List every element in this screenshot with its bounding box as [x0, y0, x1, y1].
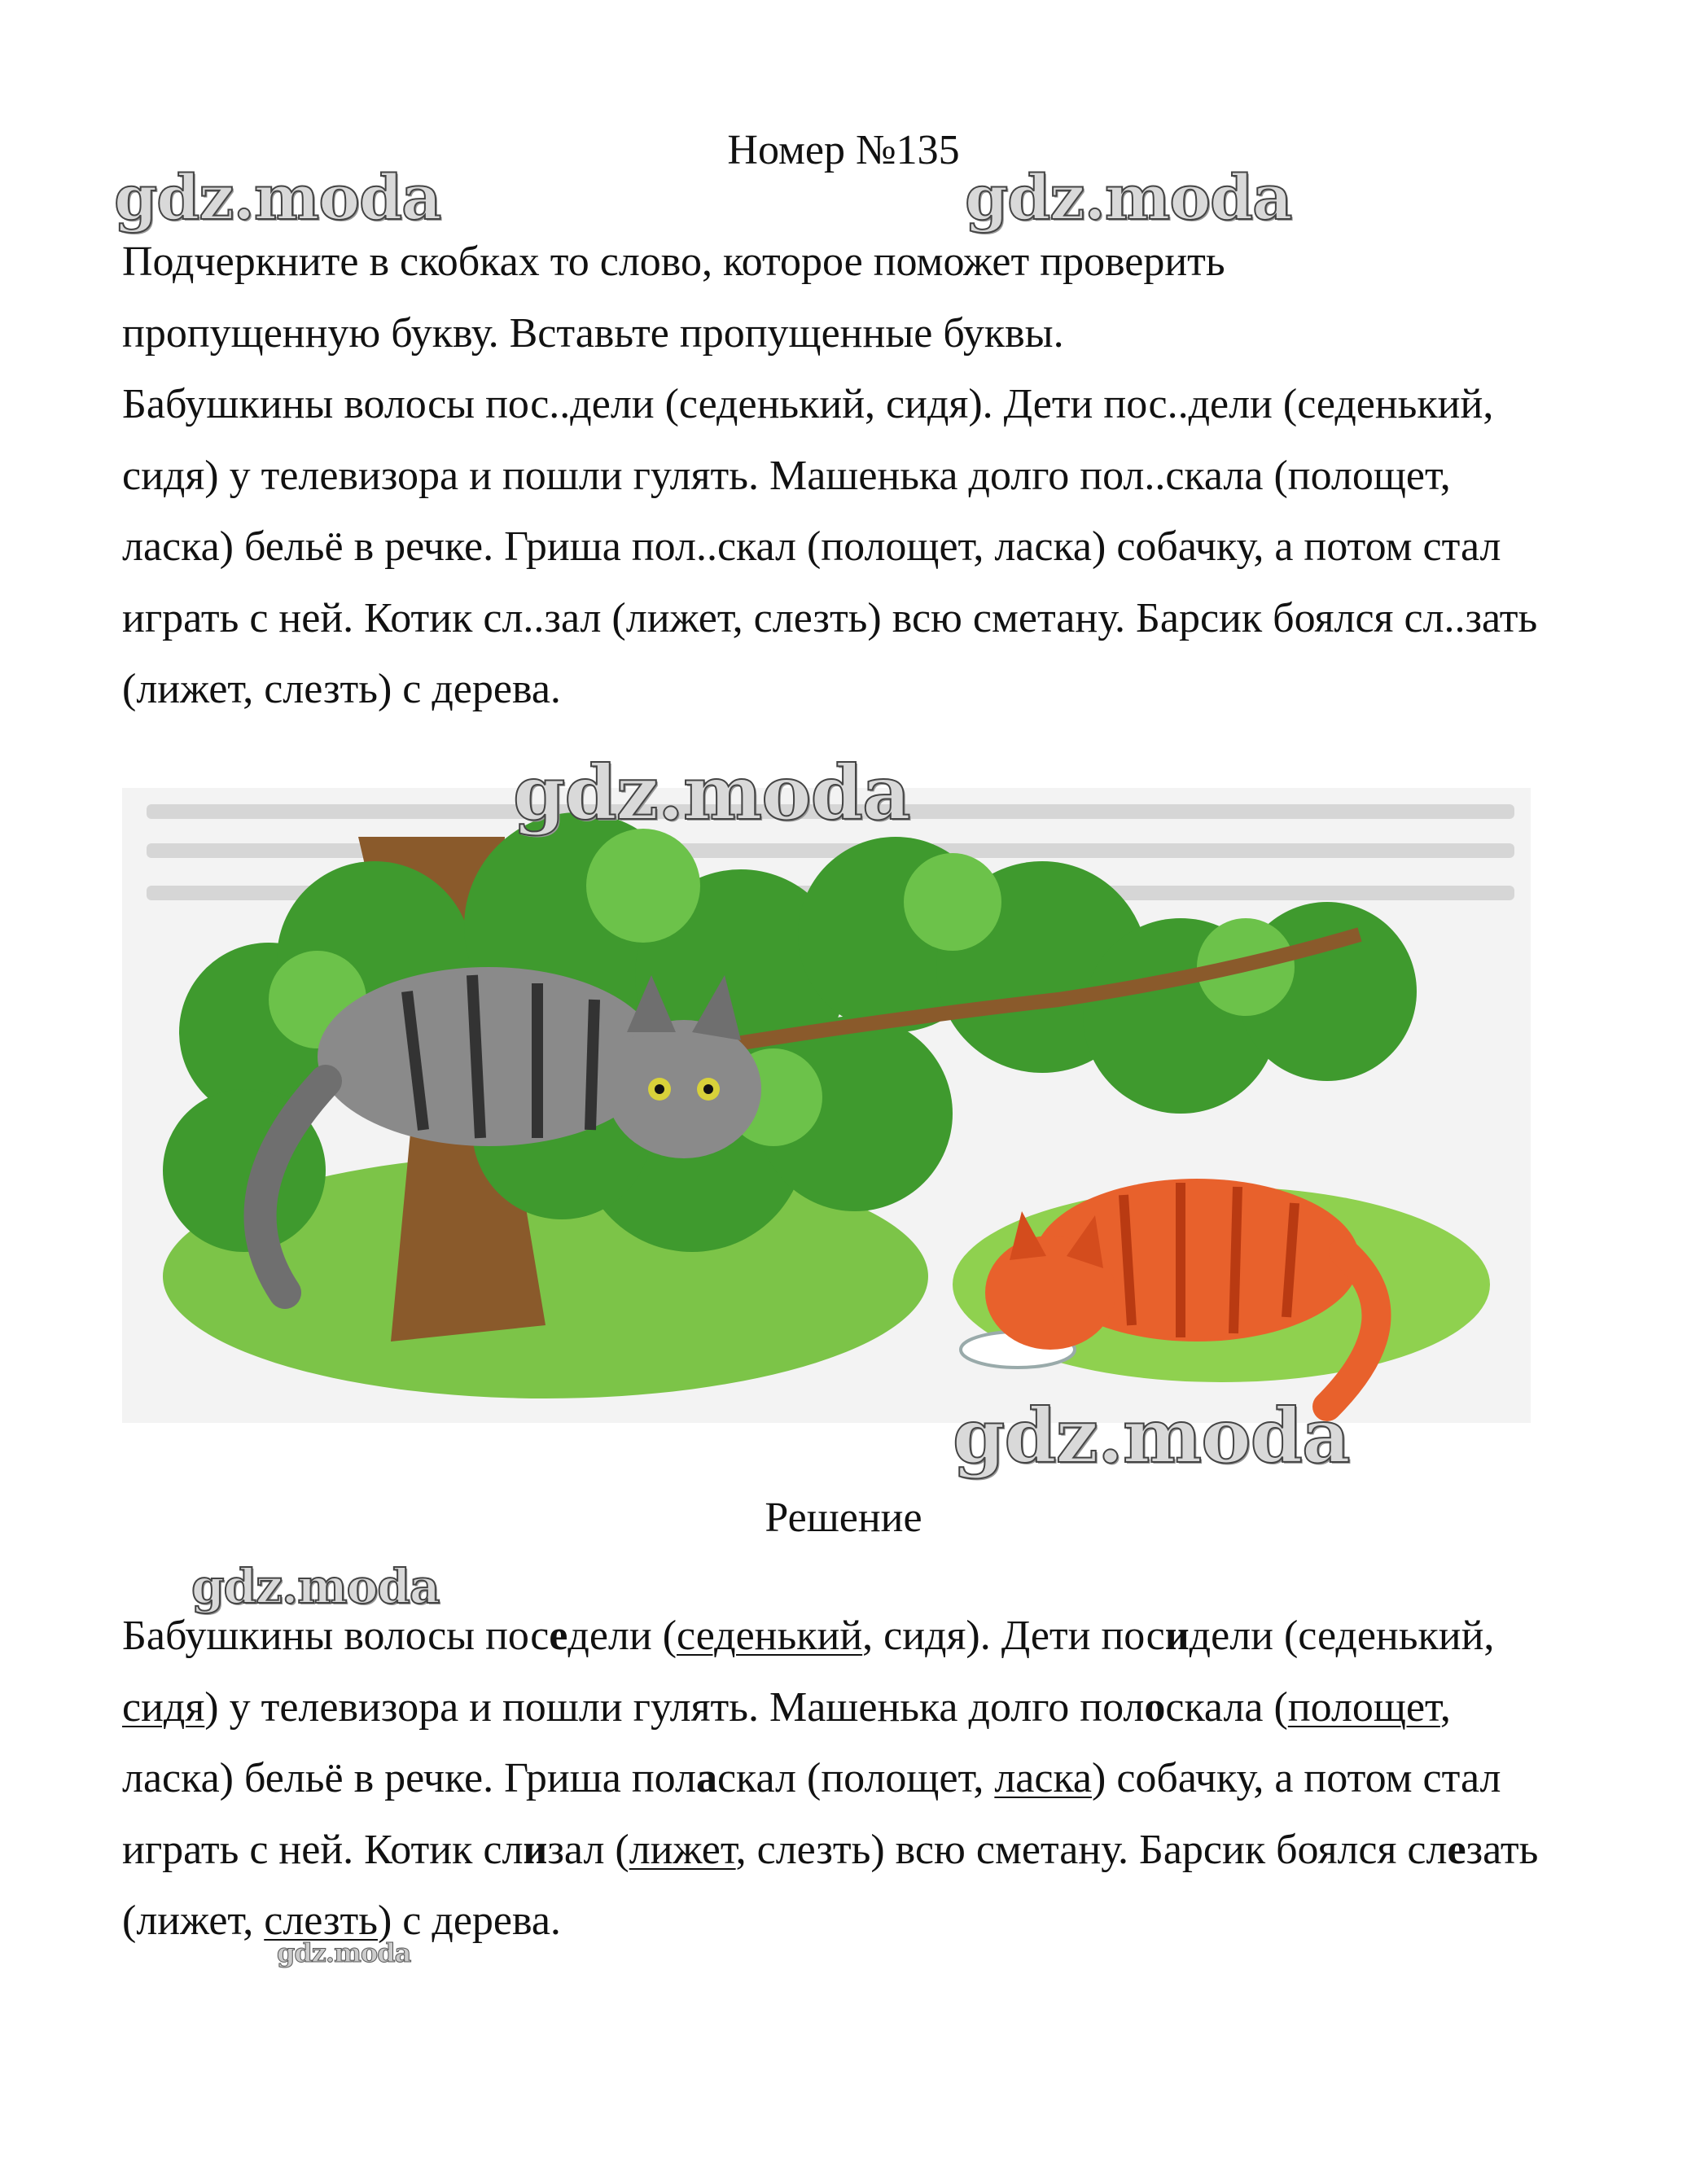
check-word: полощет [1287, 1683, 1440, 1731]
inserted-letter: а [695, 1755, 717, 1801]
watermark-logo: gdz.moda [114, 161, 441, 234]
solution-fragment: ) с дерева. [377, 1897, 561, 1944]
watermark-logo: gdz.moda [277, 1937, 411, 1968]
solution-fragment: скал (полощет, [716, 1755, 995, 1801]
solution-fragment: ) собачку, а потом стал играть с ней. Котик сл [122, 1755, 1501, 1873]
check-word: лижет [629, 1826, 736, 1873]
solution-fragment: скала ( [1165, 1683, 1288, 1731]
solution-fragment: , ласка) бельё в речке. Гриша пол [122, 1683, 1451, 1801]
check-word: седенький [677, 1613, 863, 1659]
watermark-logo: gdz.moda [965, 161, 1292, 234]
solution-heading: Решение [765, 1495, 922, 1541]
task-line-2: пропущенную букву. Вставьте пропущенные буквы. [122, 309, 1064, 357]
page-title: Номер №135 [727, 127, 960, 173]
cats-illustration [122, 788, 1531, 1423]
solution-fragment: , сидя). Дети пос [862, 1613, 1165, 1659]
watermark-logo: gdz.moda [953, 1392, 1350, 1480]
solution-fragment: , слезть) всю сметану. Барсик боялся сл [735, 1826, 1448, 1873]
watermark-logo: gdz.moda [513, 749, 910, 837]
inserted-letter: и [523, 1826, 548, 1873]
inserted-letter: е [1447, 1826, 1466, 1873]
inserted-letter: о [1144, 1683, 1166, 1731]
task-instructions [122, 226, 1571, 369]
check-word: слезть [264, 1897, 378, 1944]
solution-text [122, 1600, 1571, 1957]
watermark-logo: gdz.moda [191, 1559, 440, 1614]
task-line-1: Подчеркните в скобках то слово, которое поможет проверить [122, 239, 1225, 285]
exercise-text: Бабушкины волосы пос..дели (седенький, сидя). Дети пос..дели (седенький, сидя) у телевизора и пошли гулять. Машенька долго пол..скала (полощет, ласка) бельё в речке. Гриша пол..скал (полощет, ласка) собачку, а потом стал играть с ней. Котик сл..зал (лижет, слезть) всю сметану. Барсик боялся сл..зать (лижет, слезть) с дерева. [122, 381, 1538, 712]
check-word: сидя [122, 1683, 205, 1731]
check-word: ласка [994, 1755, 1093, 1801]
solution-fragment: Бабушкины волосы пос [122, 1613, 550, 1659]
solution-fragment: дели (седенький, [1189, 1613, 1495, 1659]
solution-fragment: дели ( [567, 1613, 677, 1659]
solution-fragment: зать (лижет, [122, 1826, 1539, 1944]
solution-fragment: ) у телевизора и пошли гулять. Машенька долго пол [204, 1683, 1145, 1731]
solution-fragment: зал ( [547, 1826, 629, 1873]
inserted-letter: е [549, 1613, 568, 1659]
inserted-letter: и [1164, 1613, 1190, 1659]
